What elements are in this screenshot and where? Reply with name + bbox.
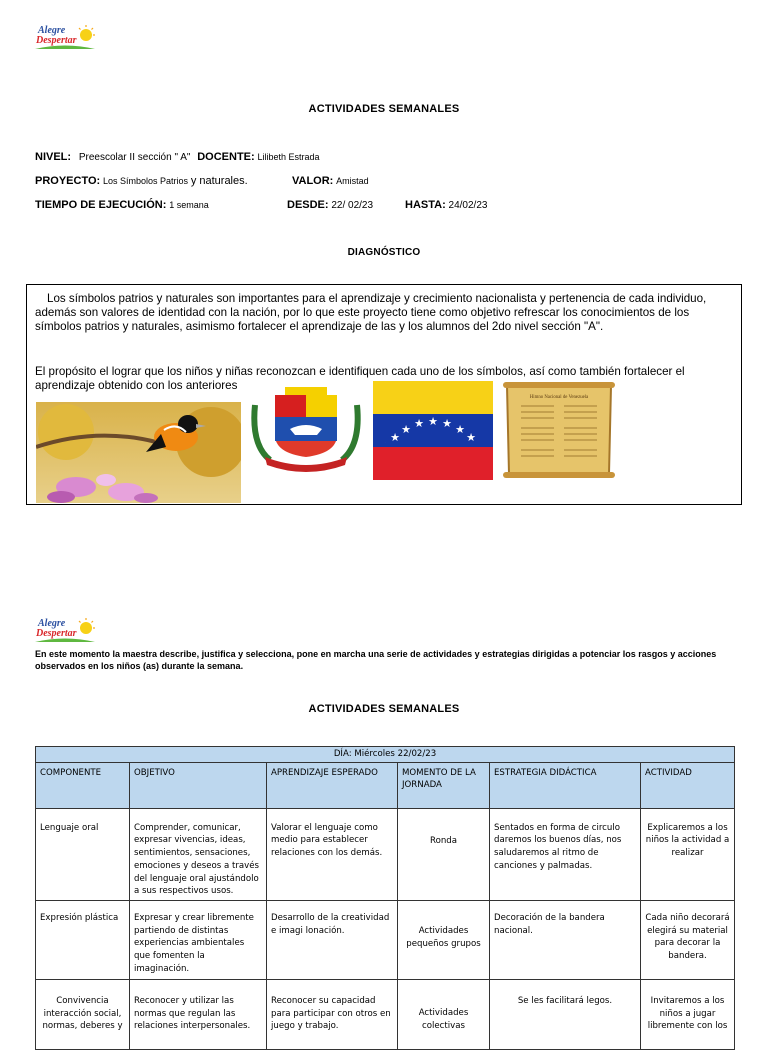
header-aprendizaje: APRENDIZAJE ESPERADO	[267, 762, 398, 808]
header-actividad: ACTIVIDAD	[641, 762, 735, 808]
intro-paragraph: En este momento la maestra describe, justifica y selecciona, pone en marcha una serie de actividades y estrategias dirigidas a potenciar los rasgos y acciones observados en los niños (as) durante la semana.	[35, 649, 717, 671]
svg-text:Himno Nacional de Venezuela: Himno Nacional de Venezuela	[529, 395, 589, 400]
tiempo-label: TIEMPO DE EJECUCIÓN:	[35, 199, 167, 211]
table-row	[36, 979, 735, 1049]
header-estrategia: ESTRATEGIA DIDÁCTICA	[490, 762, 641, 808]
svg-text:★: ★	[414, 417, 424, 430]
cell-actividad: Explicaremos a los niños la actividad a realizar	[641, 808, 735, 900]
nivel-row	[35, 151, 320, 163]
svg-text:★: ★	[401, 423, 411, 436]
cell-componente: Expresión plástica	[36, 900, 130, 979]
cell-aprendizaje: Valorar el lenguaje como medio para establecer relaciones con los demás.	[267, 808, 398, 900]
valor-value: Amistad	[336, 176, 369, 186]
valor-row	[292, 175, 369, 187]
svg-text:★: ★	[455, 423, 465, 436]
svg-text:★: ★	[442, 417, 452, 430]
cell-estrategia: Sentados en forma de circulo daremos los buenos días, nos saludaremos al ritmo de canciones y palmadas.	[490, 808, 641, 900]
proyecto-value-extra: y naturales.	[190, 175, 248, 187]
cell-actividad: Invitaremos a los niños a jugar libremente con los	[641, 979, 735, 1049]
table-header-row	[36, 762, 735, 808]
activities-table	[35, 746, 735, 1050]
cell-momento: Actividades colectivas	[398, 979, 490, 1049]
svg-text:Alegre: Alegre	[38, 618, 66, 629]
cell-estrategia: Decoración de la bandera nacional.	[490, 900, 641, 979]
cell-objetivo: Expresar y crear libremente partiendo de distintas experiencias ambientales que fomenten la imaginación.	[130, 900, 267, 979]
hasta-label: HASTA:	[405, 199, 446, 211]
cell-actividad: Cada niño decorará elegirá su material para decorar la bandera.	[641, 900, 735, 979]
table-row	[36, 808, 735, 900]
cell-aprendizaje: Desarrollo de la creatividad e imagi lonación.	[267, 900, 398, 979]
svg-text:★: ★	[466, 431, 476, 444]
school-logo	[35, 22, 95, 50]
venezuela-flag-image	[373, 381, 493, 480]
diagnostico-paragraph-1: Los símbolos patrios y naturales son importantes para el aprendizaje y crecimiento nacionalista y pertenencia de cada individuo, además son valores de identidad con la nación, por lo que este proyecto tiene como objetivo refrescar los conocimientos de los símbolos patrios y naturales, asimismo fortalecer el aprendizaje de las y los alumnos del 2do nivel sección "A".	[35, 292, 707, 333]
header-objetivo: OBJETIVO	[130, 762, 267, 808]
nivel-value: Preescolar II sección " A"	[78, 152, 191, 163]
proyecto-row	[35, 175, 248, 187]
proyecto-value: Los Símbolos Patrios	[102, 176, 189, 186]
cell-objetivo: Comprender, comunicar, expresar vivencias, ideas, sentimientos, sensaciones, emociones y deseos a través del lenguaje oral ajustándolo a sus respectivos usos.	[130, 808, 267, 900]
svg-text:Despertar: Despertar	[36, 628, 77, 639]
diagnostico-box	[26, 284, 742, 505]
desde-value: 22/ 02/23	[331, 200, 374, 211]
nivel-label: NIVEL:	[35, 151, 72, 163]
hasta-value: 24/02/23	[448, 200, 488, 211]
docente-value: Lilibeth Estrada	[257, 152, 320, 162]
tiempo-value: 1 semana	[169, 200, 209, 210]
diagnostico-title: DIAGNÓSTICO	[347, 247, 421, 258]
diagnostico-paragraph-2: El propósito el lograr que los niños y niñas reconozcan e identifiquen cada uno de los símbolos, así como también fortalecer el aprendizaje obtenido con los anteriores	[35, 365, 685, 392]
cell-aprendizaje: Reconocer su capacidad para participar con otros en juego y trabajo.	[267, 979, 398, 1049]
cell-componente: Lenguaje oral	[36, 808, 130, 900]
proyecto-label: PROYECTO:	[35, 175, 101, 187]
table-day-row	[36, 747, 735, 763]
table-row	[36, 900, 735, 979]
cell-componente: Convivencia interacción social, normas, deberes y	[36, 979, 130, 1049]
svg-text:★: ★	[390, 431, 400, 444]
svg-text:Alegre: Alegre	[38, 25, 66, 36]
cell-estrategia: Se les facilitará legos.	[490, 979, 641, 1049]
section-title: ACTIVIDADES SEMANALES	[308, 703, 460, 715]
tiempo-row	[35, 199, 209, 211]
cell-momento: Actividades pequeños grupos	[398, 900, 490, 979]
hasta-row	[405, 199, 487, 211]
coat-of-arms-image	[245, 385, 367, 473]
header-componente: COMPONENTE	[36, 762, 130, 808]
school-logo-2	[35, 615, 95, 643]
cell-objetivo: Reconocer y utilizar las normas que regulan las relaciones interpersonales.	[130, 979, 267, 1049]
svg-text:.: .	[384, 443, 386, 444]
turpial-bird-image	[36, 402, 241, 503]
docente-label: DOCENTE:	[197, 151, 255, 163]
page-title: ACTIVIDADES SEMANALES	[308, 103, 460, 115]
svg-text:Despertar: Despertar	[36, 35, 77, 46]
desde-label: DESDE:	[287, 199, 329, 211]
cell-momento: Ronda	[398, 808, 490, 900]
national-anthem-scroll-image	[499, 380, 619, 480]
header-momento: MOMENTO DE LA JORNADA	[398, 762, 490, 808]
desde-row	[287, 199, 373, 211]
valor-label: VALOR:	[292, 175, 334, 187]
svg-text:★: ★	[428, 415, 438, 428]
table-day: DÍA: Miércoles 22/02/23	[36, 747, 735, 763]
